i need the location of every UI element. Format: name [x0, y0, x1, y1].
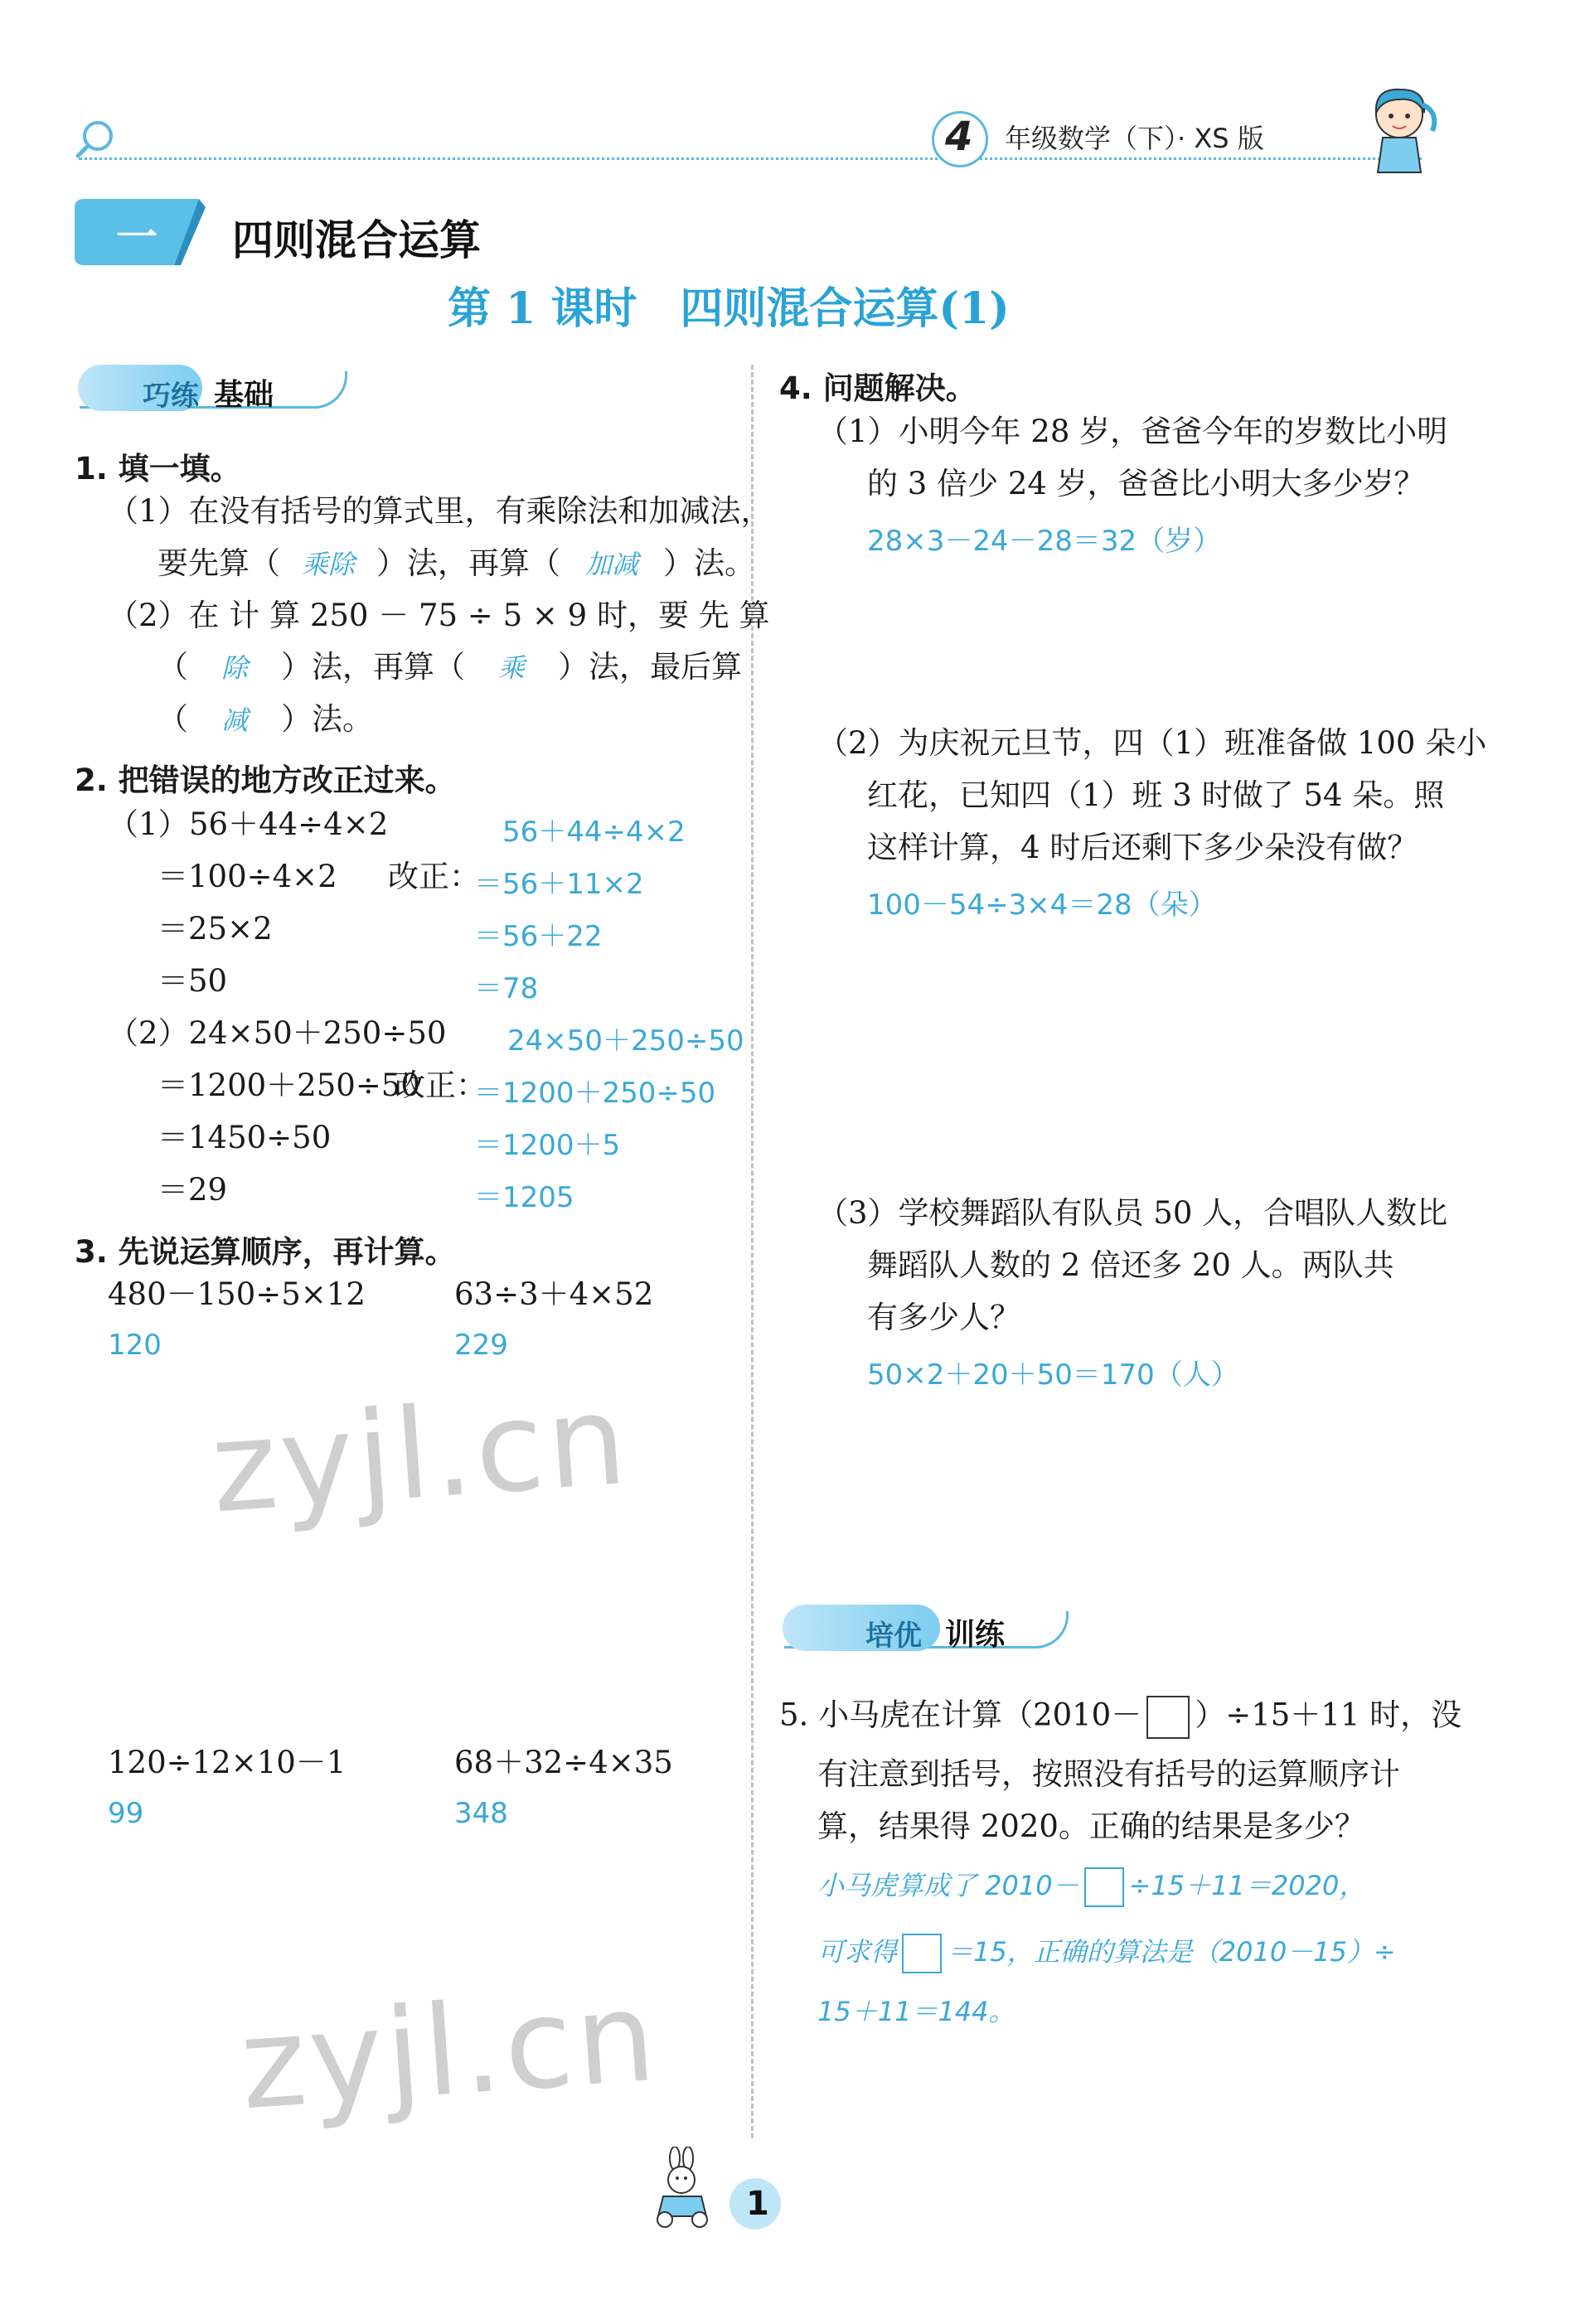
q5-text-a: 5. 小马虎在计算（2010－: [779, 1697, 1142, 1733]
page-number: 1: [746, 2185, 769, 2223]
section-training-label: 训练: [945, 1618, 1006, 1652]
q2-part2-line3: ＝1450÷50: [158, 1120, 332, 1155]
grade-number: 4: [945, 114, 973, 160]
q5-answer-box2: [902, 1934, 942, 1973]
q1-heading: 1. 填一填。: [75, 451, 241, 487]
q2-heading: 2. 把错误的地方改正过来。: [75, 763, 456, 798]
q2-part1-fix3: ＝56＋22: [474, 920, 603, 953]
q1-part1-answer1: 乘除: [302, 549, 356, 580]
q2-part2-fix1: 24×50＋250÷50: [507, 1024, 744, 1058]
q4-part1-line2: 的 3 倍少 24 岁，爸爸比小明大多少岁？: [867, 466, 1425, 501]
rabbit-mascot-icon: [647, 2147, 726, 2230]
q2-part2-line4: ＝29: [158, 1172, 228, 1208]
header-title: 年级数学（下）· XS 版: [1005, 123, 1264, 154]
unit-title: 四则混合运算: [232, 216, 481, 264]
q5-answer-text-d: ＝15，正确的算法是（2010－15）÷: [947, 1936, 1396, 1968]
q4-part1-line1: （1）小明今年 28 岁，爸爸今年的岁数比小明: [817, 414, 1448, 449]
q3-item4-expr: 68＋32÷4×35: [454, 1745, 673, 1780]
q1-part1-line2: [158, 545, 756, 581]
q2-part1-fix4: ＝78: [474, 972, 539, 1005]
q2-part2-fix4: ＝1205: [474, 1181, 574, 1214]
q4-part3-line1: （3）学校舞蹈队有队员 50 人，合唱队人数比: [817, 1195, 1448, 1231]
q1-part2-answer3: 减: [221, 704, 249, 736]
q1-part2-answer1: 除: [221, 652, 249, 684]
q2-part1-line2: ＝100÷4×2: [158, 859, 337, 894]
q1-part2-answer2: 乘: [498, 652, 526, 684]
q2-part2-fix3: ＝1200＋5: [474, 1129, 621, 1162]
lesson-title: 第 1 课时 四则混合运算(1): [448, 283, 1010, 334]
q1-part2-text-c: ）法，最后算: [558, 649, 743, 685]
q2-part1-line4: ＝50: [158, 963, 228, 999]
q1-part2-text-d: （: [158, 701, 188, 737]
q4-part2-line2: 红花，已知四（1）班 3 时做了 54 朵。照: [867, 777, 1445, 813]
q2-part1-label: （1）: [108, 806, 189, 842]
q4-part3-answer: 50×2＋20＋50＝170（人）: [867, 1358, 1239, 1392]
q3-item3-expr: 120÷12×10－1: [108, 1745, 347, 1780]
q3-heading: 3. 先说运算顺序，再计算。: [75, 1234, 456, 1270]
q3-item2-answer: 229: [454, 1329, 508, 1362]
q5-answer-box1: [1084, 1867, 1124, 1907]
q2-part2-fix2: ＝1200＋250÷50: [474, 1077, 716, 1110]
q5-answer-line3: 15＋11＝144。: [817, 1996, 1015, 2027]
q1-part2-text-e: ）法。: [281, 701, 374, 737]
q3-item1-answer: 120: [108, 1329, 162, 1362]
q1-part1-text-c: ）法。: [663, 545, 756, 581]
q2-part1-fix1: 56＋44÷4×2: [502, 816, 686, 849]
q1-part2-line1: （2）在 计 算 250 － 75 ÷ 5 × 9 时，要 先 算: [108, 598, 770, 633]
q1-part1-text-b: ）法，再算（: [376, 545, 561, 581]
q5-line2: 有注意到括号，按照没有括号的运算顺序计: [817, 1756, 1400, 1792]
q2-part1-line1: 56＋44÷4×2: [189, 806, 389, 842]
q1-part2-text-a: （: [158, 649, 188, 685]
q4-part3-line2: 舞蹈队人数的 2 倍还多 20 人。两队共: [867, 1247, 1394, 1283]
watermark: zyjl.cn: [235, 1964, 663, 2138]
q1-part2-line3: [158, 701, 374, 737]
q2-part1-fix2: ＝56＋11×2: [474, 868, 644, 901]
magnifier-icon: [73, 118, 116, 161]
q5-line3: 算，结果得 2020。正确的结果是多少？: [817, 1808, 1365, 1844]
q4-part3-line3: 有多少人？: [867, 1300, 1020, 1335]
q5-answer-text-c: 可求得: [817, 1936, 898, 1968]
watermark: zyjl.cn: [206, 1368, 634, 1542]
q2-part1-line3: ＝25×2: [158, 911, 273, 947]
q1-part1-answer2: 加减: [585, 549, 639, 580]
q2-part1-correction-label: 改正：: [388, 859, 480, 894]
section-basic-label: 基础: [214, 378, 274, 412]
q1-part2-text-b: ）法，再算（: [281, 649, 466, 685]
q5-answer-line1: [817, 1865, 1365, 1907]
q3-item1-expr: 480－150÷5×12: [108, 1276, 366, 1312]
q3-item2-expr: 63÷3＋4×52: [454, 1276, 654, 1312]
q1-part2-line2: [158, 649, 743, 685]
q5-line1: [779, 1696, 1461, 1739]
unit-number: 一: [116, 213, 158, 261]
q5-answer-text-a: 小马虎算成了 2010－: [817, 1870, 1079, 1901]
girl-mascot-icon: [1360, 80, 1442, 182]
q1-part1-text-a: 要先算（: [158, 545, 280, 581]
section-basic-badge: 巧练: [143, 380, 199, 413]
q4-part2-line1: （2）为庆祝元旦节，四（1）班准备做 100 朵小: [817, 725, 1487, 761]
q2-part2-line1: （2）24×50＋250÷50: [108, 1015, 447, 1051]
q4-part2-line3: 这样计算，4 时后还剩下多少朵没有做？: [867, 830, 1418, 865]
header-dotted-rule: [79, 157, 1422, 160]
q3-item3-answer: 99: [108, 1797, 144, 1830]
q1-part1-line1: （1）在没有括号的算式里，有乘除法和加减法，: [108, 493, 772, 529]
q5-answer-text-b: ÷15＋11＝2020，: [1128, 1870, 1366, 1901]
q5-blank-box: [1146, 1696, 1190, 1739]
q2-part2-line2: ＝1200＋250÷50: [158, 1068, 420, 1103]
q5-answer-line2: [817, 1931, 1396, 1973]
q4-part1-answer: 28×3－24－28＝32（岁）: [867, 525, 1222, 558]
q3-item4-answer: 348: [454, 1797, 508, 1830]
q4-part2-answer: 100－54÷3×4＝28（朵）: [867, 888, 1217, 922]
q4-heading: 4. 问题解决。: [779, 370, 977, 406]
q2-part2-correction-label: 改正：: [395, 1068, 487, 1103]
q5-text-b: ）÷15＋11 时，没: [1195, 1697, 1462, 1733]
section-training-badge: 培优: [865, 1620, 922, 1653]
